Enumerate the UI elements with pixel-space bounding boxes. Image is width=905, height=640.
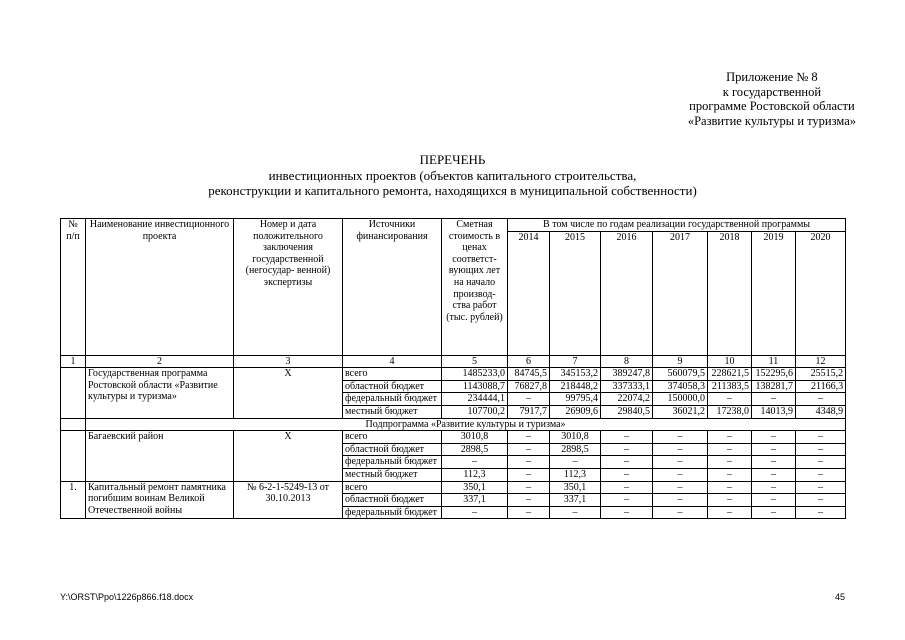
column-number: 1: [61, 355, 86, 368]
column-number: 11: [752, 355, 796, 368]
cost-value: 112,3: [442, 468, 508, 481]
year-value: –: [796, 393, 846, 406]
year-value: –: [601, 456, 653, 469]
year-value: –: [601, 468, 653, 481]
year-value: –: [752, 494, 796, 507]
column-number: 2: [86, 355, 234, 368]
header-conclusion: Номер и дата положительного заключения государственной (негосудар- венной) экспертизы: [234, 219, 343, 356]
year-value: –: [601, 443, 653, 456]
investment-projects-table: [60, 218, 846, 519]
document-heading: [0, 152, 905, 199]
year-value: –: [550, 456, 601, 469]
appendix-block: [688, 70, 856, 128]
year-value: –: [796, 456, 846, 469]
source-label: федеральный бюджет: [343, 506, 442, 519]
column-numbers-row: [61, 355, 846, 368]
cost-value: –: [442, 506, 508, 519]
header-year: 2018: [708, 231, 752, 355]
year-value: –: [708, 456, 752, 469]
year-value: –: [796, 431, 846, 444]
year-value: –: [708, 443, 752, 456]
source-label: областной бюджет: [343, 443, 442, 456]
document-subtitle-line: инвестиционных проектов (объектов капитального строительства,: [268, 167, 637, 183]
year-value: –: [752, 443, 796, 456]
year-value: 228621,5: [708, 368, 752, 381]
year-value: 3010,8: [550, 431, 601, 444]
year-value: –: [508, 431, 550, 444]
year-value: –: [708, 393, 752, 406]
appendix-line: «Развитие культуры и туризма»: [687, 113, 856, 128]
project-name: Капитальный ремонт памятника погибшим воинам Великой Отечественной войны: [86, 481, 234, 519]
cost-value: 350,1: [442, 481, 508, 494]
year-value: –: [796, 481, 846, 494]
year-value: 76827,8: [508, 380, 550, 393]
header-year: 2016: [601, 231, 653, 355]
year-value: –: [796, 494, 846, 507]
program-num: [61, 368, 86, 418]
district-row-total: [61, 431, 846, 444]
column-number: 5: [442, 355, 508, 368]
year-value: 14013,9: [752, 405, 796, 418]
column-number: 7: [550, 355, 601, 368]
year-value: 152295,6: [752, 368, 796, 381]
program-name: Государственная программа Ростовской области «Развитие культуры и туризма»: [86, 368, 234, 418]
district-conclusion: Х: [234, 431, 343, 481]
year-value: 337,1: [550, 494, 601, 507]
year-value: –: [708, 494, 752, 507]
district-num: [61, 431, 86, 481]
year-value: –: [796, 506, 846, 519]
header-year: 2019: [752, 231, 796, 355]
cost-value: 234444,1: [442, 393, 508, 406]
year-value: –: [601, 481, 653, 494]
year-value: 560079,5: [653, 368, 708, 381]
year-value: –: [653, 443, 708, 456]
year-value: –: [653, 494, 708, 507]
program-row-total: [61, 368, 846, 381]
year-value: –: [550, 506, 601, 519]
header-year: 2014: [508, 231, 550, 355]
source-label: всего: [343, 481, 442, 494]
column-number: 9: [653, 355, 708, 368]
district-name: Багаевский район: [86, 431, 234, 481]
cost-value: 337,1: [442, 494, 508, 507]
year-value: –: [601, 506, 653, 519]
year-value: 150000,0: [653, 393, 708, 406]
year-value: –: [601, 494, 653, 507]
header-year: 2015: [550, 231, 601, 355]
document-subtitle-line: реконструкции и капитального ремонта, находящихся в муниципальной собственности): [208, 183, 697, 198]
source-label: областной бюджет: [343, 494, 442, 507]
column-number: 4: [343, 355, 442, 368]
year-value: –: [708, 481, 752, 494]
year-value: 26909,6: [550, 405, 601, 418]
year-value: 99795,4: [550, 393, 601, 406]
year-value: 36021,2: [653, 405, 708, 418]
year-value: 21166,3: [796, 380, 846, 393]
year-value: 29840,5: [601, 405, 653, 418]
source-label: местный бюджет: [343, 468, 442, 481]
year-value: 22074,2: [601, 393, 653, 406]
footer-page-number: 45: [834, 592, 845, 602]
year-value: –: [752, 481, 796, 494]
header-year: 2017: [653, 231, 708, 355]
header-cost: Сметная стоимость в ценах соответст- вующих лет на начало производ- ства работ (тыс. рублей): [442, 219, 508, 356]
year-value: –: [601, 431, 653, 444]
year-value: 389247,8: [601, 368, 653, 381]
header-year: 2020: [796, 231, 846, 355]
year-value: –: [752, 456, 796, 469]
year-value: –: [796, 468, 846, 481]
header-num: № п/п: [61, 219, 86, 356]
project-num: 1.: [61, 481, 86, 519]
subprogram-num: [61, 418, 86, 431]
cost-value: 1143088,7: [442, 380, 508, 393]
year-value: –: [752, 431, 796, 444]
appendix-line: к государственной: [722, 84, 822, 99]
column-number: 6: [508, 355, 550, 368]
cost-value: 2898,5: [442, 443, 508, 456]
project-conclusion: № 6-2-1-5249-13 от 30.10.2013: [234, 481, 343, 519]
column-number: 10: [708, 355, 752, 368]
year-value: –: [508, 468, 550, 481]
header-name: Наименование инвестиционного проекта: [86, 219, 234, 356]
year-value: 4348,9: [796, 405, 846, 418]
cost-value: 1485233,0: [442, 368, 508, 381]
year-value: 345153,2: [550, 368, 601, 381]
year-value: –: [653, 456, 708, 469]
source-label: всего: [343, 368, 442, 381]
year-value: –: [708, 506, 752, 519]
year-value: –: [508, 456, 550, 469]
column-number: 12: [796, 355, 846, 368]
year-value: 84745,5: [508, 368, 550, 381]
appendix-line: программе Ростовской области: [689, 99, 855, 113]
header-row: [61, 219, 846, 232]
year-value: –: [752, 468, 796, 481]
cost-value: 3010,8: [442, 431, 508, 444]
source-label: федеральный бюджет: [343, 456, 442, 469]
year-value: 7917,7: [508, 405, 550, 418]
year-value: –: [653, 481, 708, 494]
year-value: –: [508, 506, 550, 519]
project-row-total: [61, 481, 846, 494]
source-label: федеральный бюджет: [343, 393, 442, 406]
cost-value: 107700,2: [442, 405, 508, 418]
year-value: 138281,7: [752, 380, 796, 393]
year-value: 25515,2: [796, 368, 846, 381]
year-value: 17238,0: [708, 405, 752, 418]
year-value: 211383,5: [708, 380, 752, 393]
year-value: 374058,3: [653, 380, 708, 393]
year-value: –: [508, 481, 550, 494]
subprogram-title: Подпрограмма «Развитие культуры и туризма»: [86, 418, 846, 431]
year-value: 218448,2: [550, 380, 601, 393]
column-number: 3: [234, 355, 343, 368]
year-value: –: [796, 443, 846, 456]
year-value: –: [653, 431, 708, 444]
program-conclusion: Х: [234, 368, 343, 418]
year-value: –: [752, 393, 796, 406]
cost-value: –: [442, 456, 508, 469]
year-value: –: [508, 443, 550, 456]
document-title: ПЕРЕЧЕНЬ: [419, 152, 486, 167]
header-sources: Источники финансирования: [343, 219, 442, 356]
year-value: –: [708, 431, 752, 444]
year-value: 112,3: [550, 468, 601, 481]
source-label: областной бюджет: [343, 380, 442, 393]
year-value: 337333,1: [601, 380, 653, 393]
column-number: 8: [601, 355, 653, 368]
source-label: местный бюджет: [343, 405, 442, 418]
year-value: 2898,5: [550, 443, 601, 456]
subprogram-row: [61, 418, 846, 431]
year-value: –: [508, 393, 550, 406]
year-value: 350,1: [550, 481, 601, 494]
year-value: –: [508, 494, 550, 507]
appendix-line: Приложение № 8: [726, 70, 818, 84]
year-value: –: [653, 506, 708, 519]
year-value: –: [653, 468, 708, 481]
header-years-group: В том числе по годам реализации государственной программы: [508, 219, 846, 232]
source-label: всего: [343, 431, 442, 444]
year-value: –: [708, 468, 752, 481]
footer-file-path: Y:\ORST\Ppo\1226p866.f18.docx: [60, 592, 194, 602]
year-value: –: [752, 506, 796, 519]
